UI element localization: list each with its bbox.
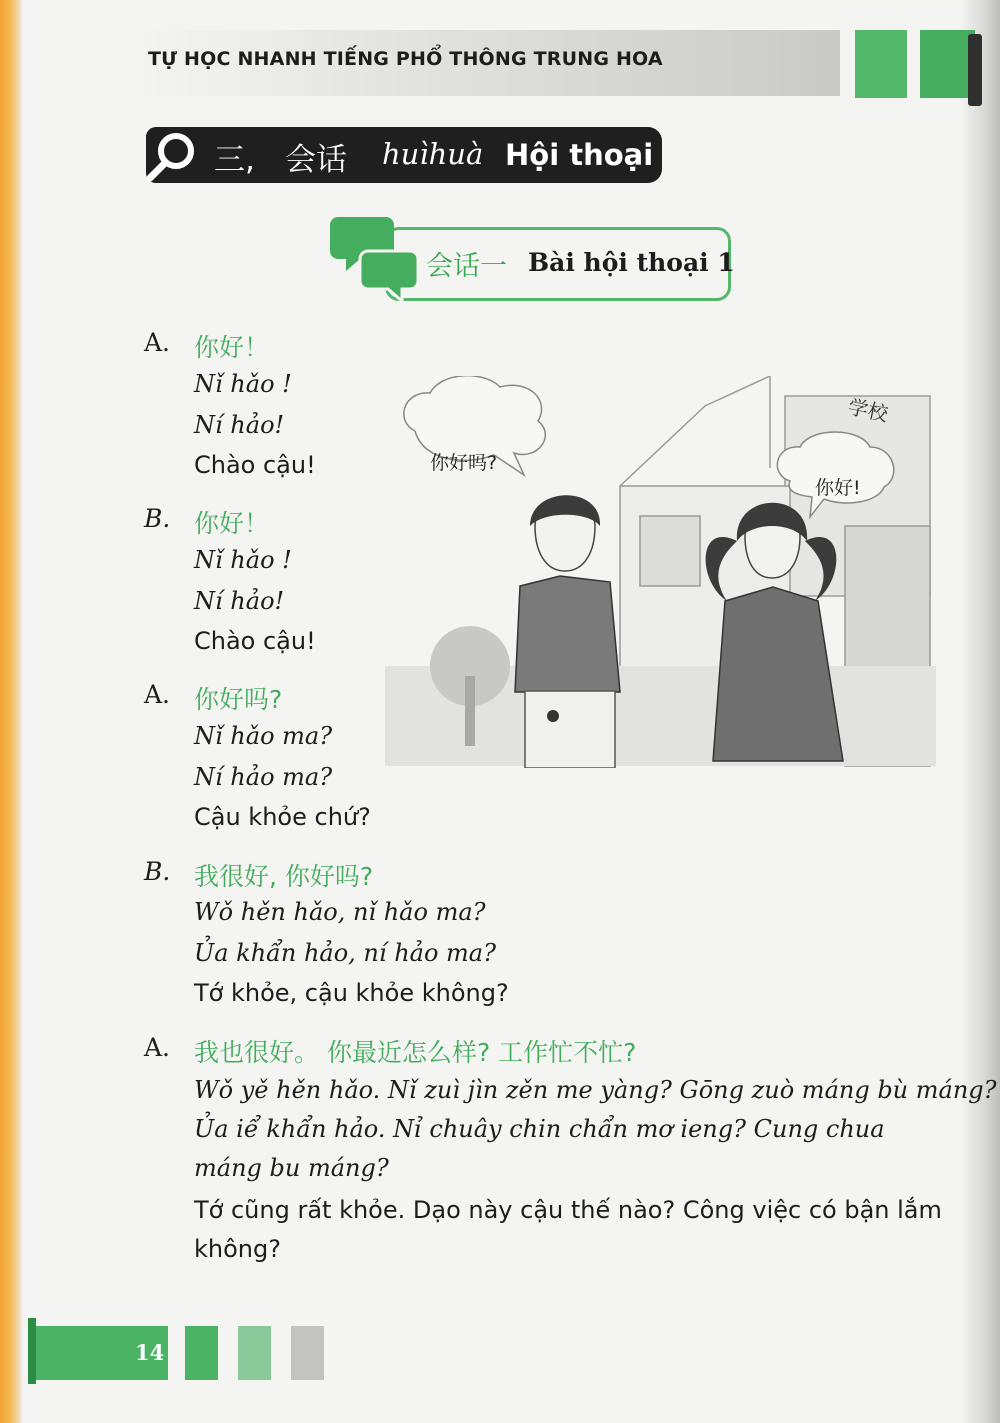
line-2-translation: Chào cậu! — [194, 627, 316, 655]
line-3-translation: Cậu khỏe chứ? — [194, 803, 371, 831]
speech-bubbles-icon — [330, 213, 420, 303]
dialogue-title-zh: 会话一 — [426, 251, 507, 282]
speech-bubble-left-text: 你好吗? — [430, 452, 498, 474]
section-title-zh: 会话 — [285, 142, 347, 178]
header-green-block-2 — [920, 30, 975, 98]
speaker-label: A. — [144, 1033, 171, 1062]
line-2-pinyin: Nǐ hǎo ! — [194, 546, 292, 574]
footer-square-2 — [238, 1326, 271, 1380]
line-3-phonetic: Ní hảo ma? — [194, 763, 333, 791]
line-1-chinese: 你好！ — [194, 333, 270, 362]
footer-accent-bar — [28, 1318, 36, 1384]
line-3-chinese: 你好吗? — [194, 685, 283, 714]
speech-bubble-right-text: 你好! — [815, 477, 861, 499]
section-title-pinyin: huìhuà — [382, 137, 484, 171]
section-title-vi: Hội thoại — [505, 138, 654, 172]
page-edge-left — [0, 0, 22, 1423]
footer-square-3 — [291, 1326, 324, 1380]
page-edge-right — [960, 0, 1000, 1423]
line-5-chinese: 我也很好。 你最近怎么样? 工作忙不忙? — [194, 1038, 637, 1067]
school-greeting-illustration — [385, 376, 936, 768]
line-2-phonetic: Ní hảo! — [194, 587, 285, 615]
line-4-pinyin: Wǒ hěn hǎo, nǐ hǎo ma? — [194, 898, 486, 926]
line-1-translation: Chào cậu! — [194, 451, 316, 479]
page-number: 14 — [135, 1340, 165, 1365]
dialogue-title-vi: Bài hội thoại 1 — [528, 248, 735, 277]
magnifier-icon — [146, 130, 202, 182]
line-5-phonetic-cont: máng bu máng? — [194, 1154, 389, 1182]
section-number: 三, — [214, 142, 255, 178]
line-5-translation-cont: không? — [194, 1235, 281, 1263]
line-4-translation: Tớ khỏe, cậu khỏe không? — [194, 979, 509, 1007]
speaker-label: A. — [144, 680, 171, 709]
header-title: TỰ HỌC NHANH TIẾNG PHỔ THÔNG TRUNG HOA — [148, 48, 663, 70]
speaker-label: A. — [144, 328, 171, 357]
speaker-label: B. — [144, 504, 171, 533]
line-3-pinyin: Nǐ hǎo ma? — [194, 722, 333, 750]
line-1-phonetic: Ní hảo! — [194, 411, 285, 439]
line-5-phonetic: Ủa iể khẩn hảo. Nỉ chuây chin chẩn mơ ieng? Cung chua — [194, 1115, 885, 1143]
speaker-label: B. — [144, 857, 171, 886]
bookmark-ribbon — [968, 34, 982, 106]
line-1-pinyin: Nǐ hǎo ! — [194, 370, 292, 398]
girl-left — [515, 495, 620, 768]
header-green-block-1 — [855, 30, 907, 98]
school-sign: 学校 — [845, 394, 891, 427]
line-4-phonetic: Ủa khẩn hảo, ní hảo ma? — [194, 939, 496, 967]
line-5-translation: Tớ cũng rất khỏe. Dạo này cậu thế nào? Công việc có bận lắm — [194, 1196, 942, 1224]
footer-square-1 — [185, 1326, 218, 1380]
line-4-chinese: 我很好, 你好吗? — [194, 862, 374, 891]
line-2-chinese: 你好！ — [194, 509, 270, 538]
girl-right — [706, 503, 843, 761]
line-5-pinyin: Wǒ yě hěn hǎo. Nǐ zuì jìn zěn me yàng? Gōng zuò máng bù máng? — [194, 1076, 997, 1104]
